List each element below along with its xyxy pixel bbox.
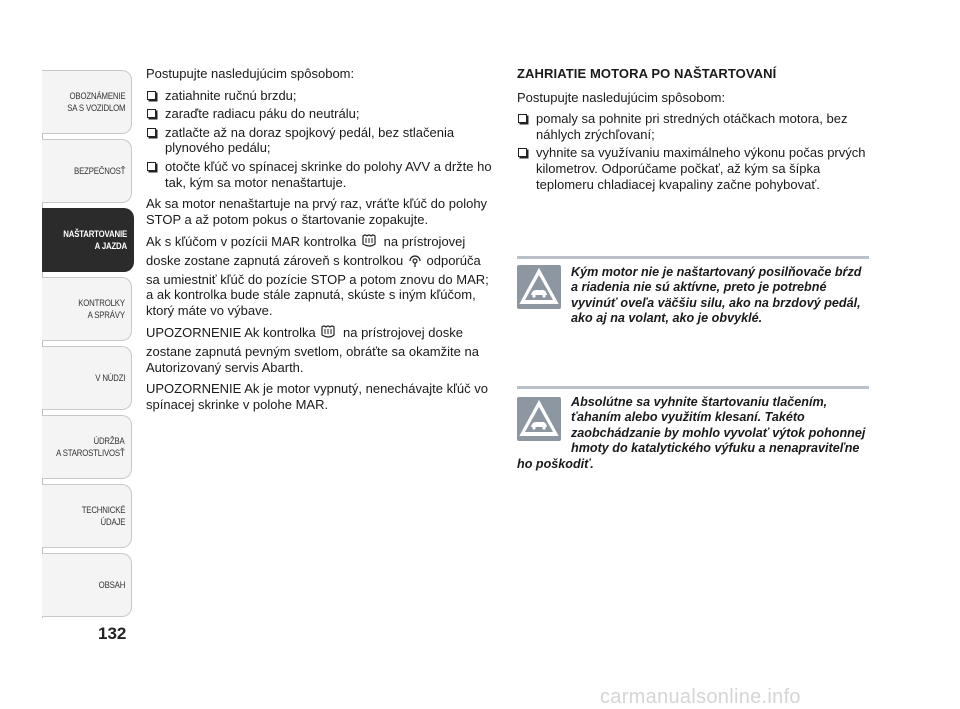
left-steps <box>146 88 496 191</box>
left-column <box>146 66 496 418</box>
warning-box-2 <box>517 386 869 472</box>
watermark: carmanualsonline.info <box>600 686 801 708</box>
list-item: zatlačte až na doraz spojkový pedál, bez stlačenia plynového pedálu; <box>146 125 496 156</box>
text-span: na prístrojovej doske zostane zapnutá pevným svetlom, obráťte sa okamžite na Autorizovaný servis Abarth. <box>146 325 479 375</box>
warning-text-1 <box>517 265 869 327</box>
list-item: zatiahnite ručnú brzdu; <box>146 88 496 104</box>
tab-udrzba[interactable] <box>42 415 132 479</box>
warning-body: Absolútne sa vyhnite štartovaniu tlačením, ťahaním alebo využitím klesaní. Takéto zaobchádzanie by mohlo vyvolať výtok pohonnej hmoty do katalytického výfuku a nenapraviteľne ho poškodiť. <box>517 395 866 471</box>
tab-kontrolky[interactable] <box>42 277 132 341</box>
tab-oboznamenie[interactable] <box>42 70 132 134</box>
left-intro: Postupujte nasledujúcim spôsobom: <box>146 66 355 81</box>
tab-label: KONTROLKY A SPRÁVY <box>78 298 125 320</box>
tab-obsah[interactable] <box>42 553 132 617</box>
page-number: 132 <box>98 624 127 643</box>
indicator-paragraph <box>146 233 496 318</box>
tab-label: NAŠTARTOVANIE A JAZDA <box>63 229 127 251</box>
list-item: vyhnite sa využívaniu maximálneho výkonu počas prvých kilometrov. Odporúčame počkať, až kým sa šípka teplomeru chladiacej kvapaliny začne pohybovať. <box>517 145 869 192</box>
tab-label: ÚDRŽBA A STAROSTLIVOSŤ <box>56 436 125 458</box>
tab-bezpecnost[interactable] <box>42 139 132 203</box>
text-span: na prístrojovej doske zostane zapnutá zároveň s kontrolkou <box>146 234 466 268</box>
tab-technicke[interactable] <box>42 484 132 548</box>
warning-car-icon <box>517 397 561 441</box>
list-item: otočte kľúč vo spínacej skrinke do polohy AVV a držte ho tak, kým sa motor nenaštartuje. <box>146 159 496 190</box>
tab-label: TECHNICKÉ ÚDAJE <box>81 505 125 527</box>
restart-paragraph: Ak sa motor nenaštartuje na prvý raz, vráťte kľúč do polohy STOP a až potom pokus o štartovanie zopakujte. <box>146 196 488 227</box>
list-item: zaraďte radiacu páku do neutrálu; <box>146 106 496 122</box>
key-immobilizer-icon <box>407 254 423 272</box>
right-column <box>517 66 869 198</box>
text-span: UPOZORNENIE Ak kontrolka <box>146 325 320 341</box>
warning-box-1 <box>517 256 869 327</box>
warning-paragraph-1 <box>146 324 496 375</box>
warning-car-icon <box>517 265 561 309</box>
text-span: odporúča sa umiestniť kľúč do pozície STOP a potom znovu do MAR; a ak kontrolka bude stále zapnutá, skúste s iným kľúčom, ktorý máte vo výbave. <box>146 252 489 318</box>
warning-paragraph-2: UPOZORNENIE Ak je motor vypnutý, nenechávajte kľúč vo spínacej skrinke v polohe MAR. <box>146 381 488 412</box>
tab-label: BEZPEČNOSŤ <box>73 166 125 176</box>
right-steps <box>517 111 869 192</box>
section-heading: ZAHRIATIE MOTORA PO NAŠTARTOVANÍ <box>517 66 777 81</box>
warning-body: Kým motor nie je naštartovaný posilňovače bŕzd a riadenia nie sú aktívne, preto je potrebné vyvinúť oveľa väčšiu silu, ako na brzdový pedál, ako aj na volant, ako je obvyklé. <box>571 265 862 326</box>
list-item: pomaly sa pohnite pri stredných otáčkach motora, bez náhlych zrýchľovaní; <box>517 111 869 142</box>
tab-nastartovanie[interactable] <box>42 208 134 272</box>
tab-label: V NÚDZI <box>94 373 125 383</box>
right-intro: Postupujte nasledujúcim spôsobom: <box>517 89 726 105</box>
chapter-sidebar <box>42 70 134 618</box>
text-span: Ak s kľúčom v pozícii MAR kontrolka <box>146 234 361 250</box>
warning-text-2 <box>517 395 869 472</box>
tab-v-nudzi[interactable] <box>42 346 132 410</box>
glow-plug-icon <box>360 233 380 253</box>
tab-label: OBSAH <box>98 580 125 590</box>
glow-plug-icon <box>319 324 339 344</box>
tab-label: OBOZNÁMENIE SA S VOZIDLOM <box>66 91 125 113</box>
